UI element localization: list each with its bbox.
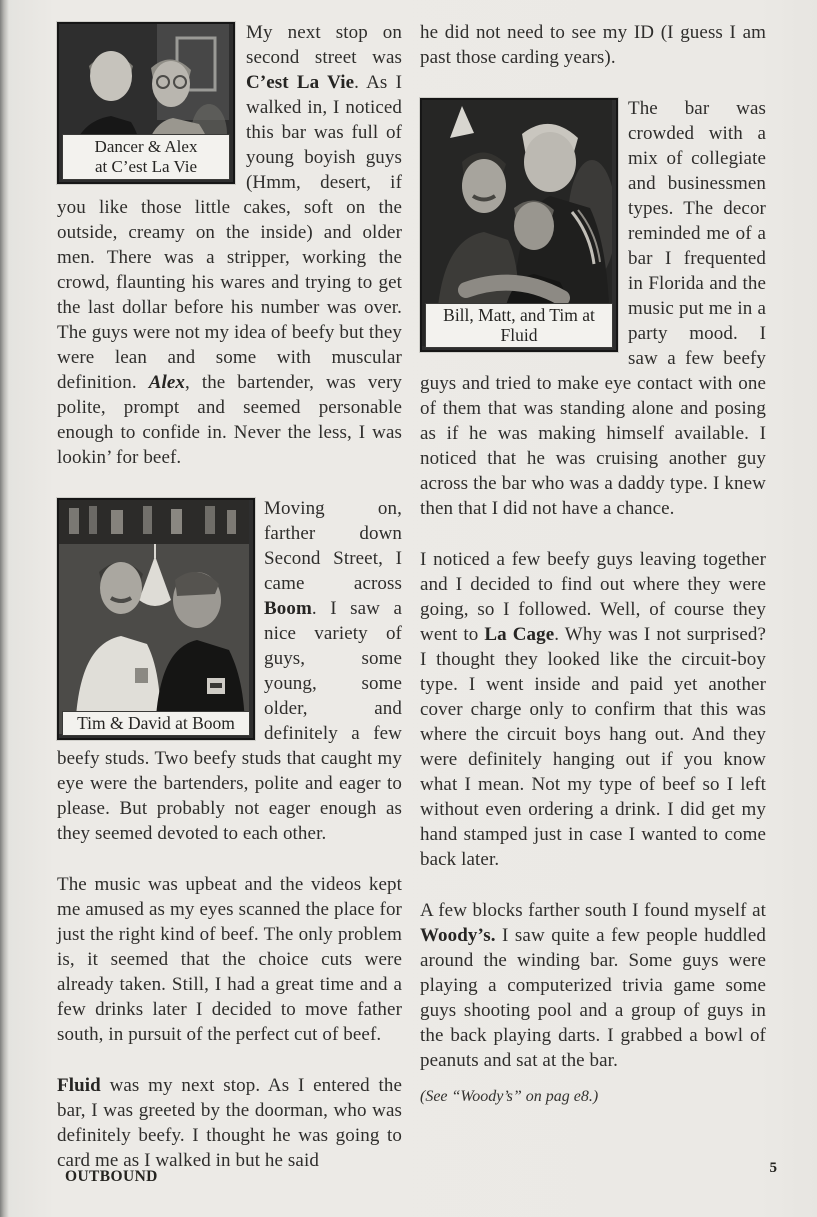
paragraph-fluid [57, 1073, 402, 1173]
bar-name-woodys: Woody’s. [420, 925, 496, 946]
paragraph-music: The music was upbeat and the videos kept me amused as my eyes scanned the place for just the right kind of beef. The only problem is, it seemed that the choice cuts were already taken. Still, I had a great time and a few drinks later I decided to move father south, in pursuit of the perfect cut of beef. [57, 874, 402, 1045]
bartender-name-alex: Alex [148, 372, 185, 393]
photo-caption: Bill, Matt, and Tim at Fluid [425, 303, 613, 348]
text-segment: was my next stop. As I entered the bar, I was greeted by the doorman, who was definitely beefy. I thought he was going to card me as I walked in but he said [57, 1075, 402, 1171]
text-segment: My next stop on second street was [246, 22, 402, 68]
bar-name-cest-la-vie: C’est La Vie [246, 72, 355, 93]
bar-photo-image [59, 500, 249, 734]
paragraph-la-cage [420, 547, 766, 872]
text-segment: Moving on, farther down Second Street, I came across [264, 498, 402, 594]
photo-fluid [420, 98, 618, 352]
left-column [57, 20, 402, 1199]
text-segment: A few blocks farther south I found myself at [420, 900, 766, 921]
text-segment: . As I walked in, I noticed this bar was full of young boyish guys (Hmm, desert, if you like those little cakes, soft on the outside, creamy on the inside) and older men. There was a stripper, working the crowd, flaunting his wares and trying to get the last dollar before his number was over. The guys were not my idea of beefy but they were lean and some with muscular definition. [57, 72, 402, 393]
text-segment: I saw quite a few people huddled around the winding bar. Some guys were playing a computerized trivia game some guys shooting pool and a group of guys in the back playing darts. I grabbed a bowl of peanuts and sat at the bar. [420, 925, 766, 1071]
text-segment: . I saw a nice variety of guys, some young, some older, and definitely a few beefy studs. Two beefy studs that caught my eye were the bartenders, polite and eager to please. But probably not eager enough as they seemed devoted to each other. [57, 598, 402, 844]
text-segment: , the bartender, was very polite, prompt and seemed personable enough to confide in. Never the less, I was lookin’ for beef. [57, 372, 402, 468]
photo-caption: Tim & David at Boom [62, 711, 250, 736]
caption-line: at C’est La Vie [94, 156, 198, 176]
see-reference-note: (See “Woody’s” on pag e8.) [420, 1088, 599, 1105]
bar-name-la-cage: La Cage [484, 624, 555, 645]
right-column [420, 20, 766, 1107]
bar-name-fluid: Fluid [57, 1075, 101, 1096]
paragraph-id: he did not need to see my ID (I guess I am past those carding years). [420, 22, 766, 68]
paragraph-woodys [420, 898, 766, 1073]
bar-name-boom: Boom [264, 598, 312, 619]
photo-boom [57, 498, 255, 740]
paragraph-fluid-bar: The bar was crowded with a mix of collegiate and businessmen types. The decor reminded me of a bar I frequented in Florida and the music put me in a party mood. I saw a few beefy guys and tried to make eye contact with one of them that was standing alone and posing as if he was making himself available. I noticed that he was cruising another guy across the bar who was a daddy type. I knew then that I did not have a chance. [420, 98, 766, 519]
magazine-title-footer: OUTBOUND [65, 1168, 158, 1185]
photo-cest-la-vie [57, 22, 235, 184]
text-segment: I noticed a few beefy guys leaving together and I decided to find out where they were going, so I followed. Well, of course they went to [420, 549, 766, 645]
caption-line: Dancer & Alex [94, 137, 198, 156]
photo-caption [62, 134, 230, 180]
text-segment: . Why was I not surprised? I thought they looked like the circuit-boy type. I went inside and paid yet another cover charge only to confirm that this was where the circuit boys hang out. And they were definitely hanging out if you know what I mean. Not my type of beef so I left without even ordering a drink. I did get my hand stamped just in case I wanted to come back later. [420, 624, 767, 870]
page-number: 5 [769, 1160, 777, 1176]
